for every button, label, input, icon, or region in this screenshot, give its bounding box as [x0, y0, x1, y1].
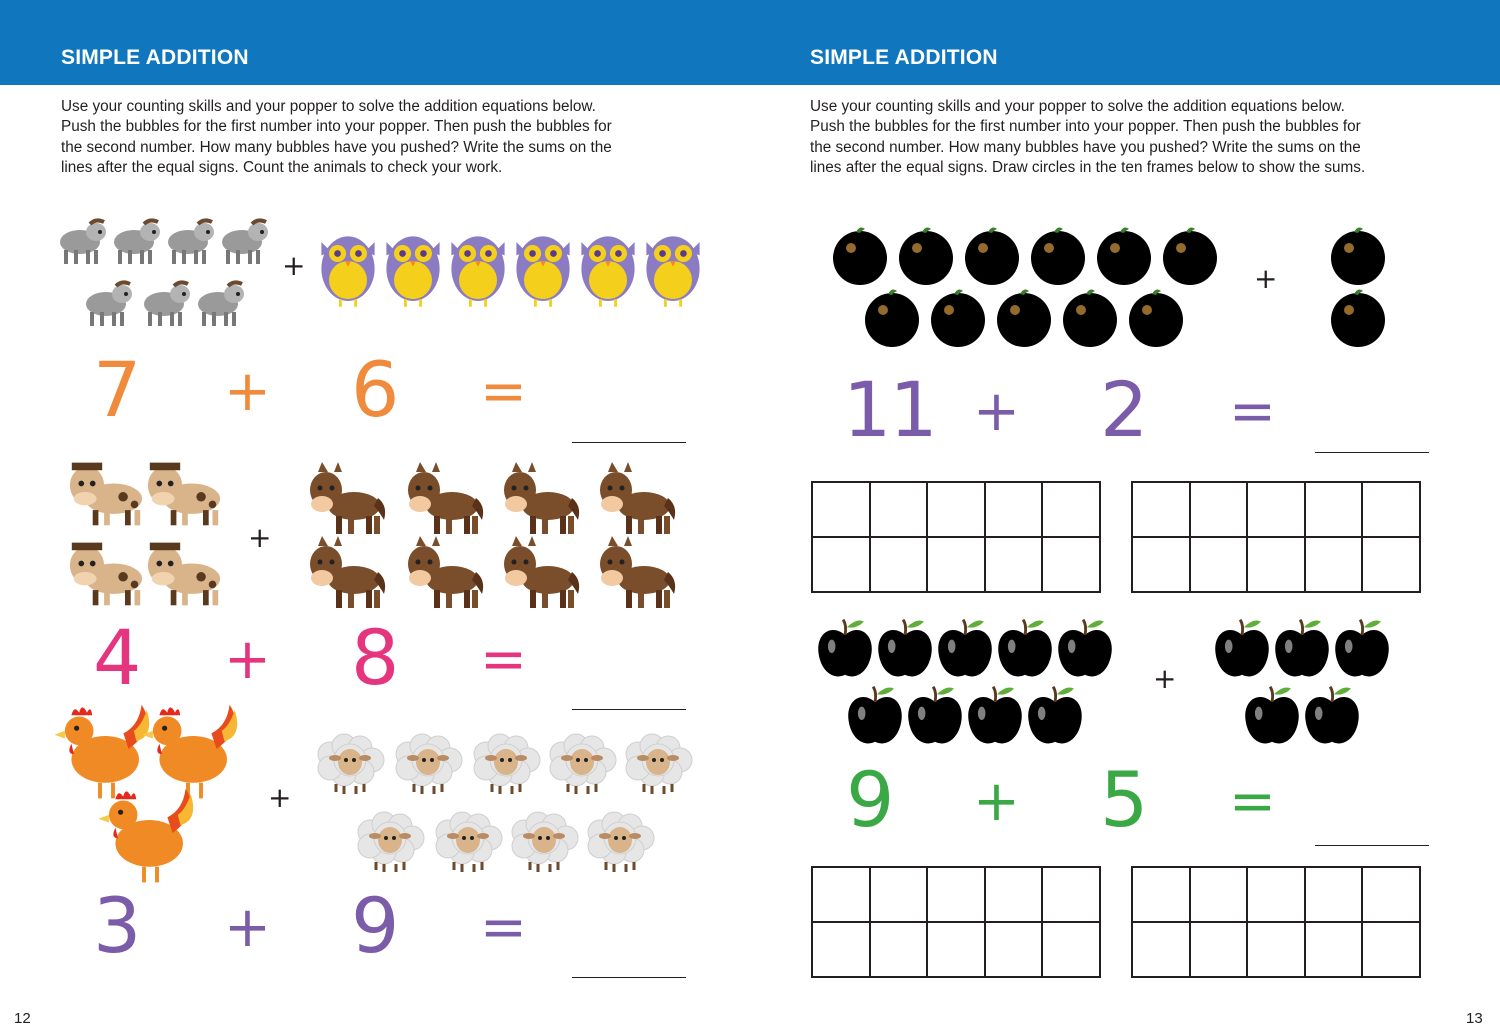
- addend-b: 6: [351, 345, 400, 434]
- plus-sign: +: [268, 781, 292, 814]
- addend-a: 11: [843, 365, 936, 454]
- orange-group: [1328, 228, 1390, 350]
- horse-group: [292, 460, 692, 615]
- plus-sign: +: [1153, 662, 1177, 695]
- horse: [310, 462, 385, 534]
- header-banner: [0, 0, 1500, 85]
- cow: [70, 543, 142, 606]
- horse: [600, 462, 675, 534]
- goat: [168, 220, 214, 264]
- sheep: [588, 812, 654, 872]
- horse: [504, 462, 579, 534]
- goat: [86, 282, 132, 326]
- horse: [408, 536, 483, 608]
- owl: [386, 236, 439, 306]
- goat: [60, 220, 106, 264]
- plus-sign: +: [1254, 262, 1278, 295]
- answer-line[interactable]: [1315, 845, 1429, 846]
- sheep: [436, 812, 502, 872]
- addend-b: 8: [351, 613, 400, 702]
- sheep: [512, 812, 578, 872]
- apple: [1245, 687, 1299, 744]
- sheep: [318, 734, 384, 794]
- apple: [1335, 620, 1389, 677]
- sheep: [550, 734, 616, 794]
- addend-b: 2: [1100, 365, 1149, 454]
- apple: [848, 687, 902, 744]
- apple-group: [1212, 622, 1392, 747]
- plus-operator: +: [973, 379, 1020, 444]
- sheep: [358, 812, 424, 872]
- orange: [965, 228, 1019, 285]
- plus-sign: +: [248, 521, 272, 554]
- answer-line[interactable]: [572, 709, 686, 710]
- apple: [968, 687, 1022, 744]
- orange: [1331, 290, 1385, 347]
- apple: [1275, 620, 1329, 677]
- equals-sign: =: [480, 359, 527, 424]
- addend-b: 9: [351, 881, 400, 970]
- rooster: [55, 705, 150, 799]
- goat-group: [58, 212, 278, 337]
- apple: [878, 620, 932, 677]
- goat: [222, 220, 268, 264]
- goat: [114, 220, 160, 264]
- ten-frame[interactable]: [1131, 481, 1421, 593]
- equals-sign: =: [480, 627, 527, 692]
- apple: [1058, 620, 1112, 677]
- owl: [581, 236, 634, 306]
- owl: [516, 236, 569, 306]
- orange: [1331, 228, 1385, 285]
- sheep: [626, 734, 692, 794]
- plus-operator: +: [224, 627, 271, 692]
- left-instructions: Use your counting skills and your popper to solve the addition equations below. Push the bubbles for the first number into your popper. Then push the bubbles for the second number. How many bubbles have you pushed? Write the sums on the lines after the equal signs. Count the animals to check your work.: [61, 98, 612, 176]
- addend-a: 9: [846, 755, 895, 844]
- left-page-title: SIMPLE ADDITION: [61, 46, 249, 69]
- right-page-title: SIMPLE ADDITION: [810, 46, 998, 69]
- orange-group: [830, 228, 1220, 350]
- plus-operator: +: [973, 769, 1020, 834]
- rooster: [143, 705, 238, 799]
- plus-operator: +: [224, 895, 271, 960]
- ten-frame[interactable]: [811, 866, 1101, 978]
- orange: [1063, 290, 1117, 347]
- ten-frame[interactable]: [1131, 866, 1421, 978]
- orange: [1097, 228, 1151, 285]
- answer-line[interactable]: [572, 977, 686, 978]
- owl-group: [312, 225, 712, 310]
- apple: [908, 687, 962, 744]
- rooster: [99, 789, 194, 883]
- rooster-group: [58, 705, 243, 880]
- goat: [198, 282, 244, 326]
- apple: [938, 620, 992, 677]
- orange: [1031, 228, 1085, 285]
- equals-sign: =: [1229, 379, 1276, 444]
- cow: [148, 463, 220, 526]
- apple: [1305, 687, 1359, 744]
- orange: [931, 290, 985, 347]
- addend-a: 7: [93, 345, 142, 434]
- goat: [144, 282, 190, 326]
- orange: [997, 290, 1051, 347]
- cow: [70, 463, 142, 526]
- orange: [865, 290, 919, 347]
- sheep-group: [318, 722, 703, 882]
- sheep: [396, 734, 462, 794]
- orange: [833, 228, 887, 285]
- cow: [148, 543, 220, 606]
- horse: [504, 536, 579, 608]
- orange: [1129, 290, 1183, 347]
- orange: [899, 228, 953, 285]
- addend-b: 5: [1100, 755, 1149, 844]
- apple: [818, 620, 872, 677]
- horse: [600, 536, 675, 608]
- owl: [646, 236, 699, 306]
- plus-operator: +: [224, 359, 271, 424]
- ten-frame[interactable]: [811, 481, 1101, 593]
- orange: [1163, 228, 1217, 285]
- owl: [321, 236, 374, 306]
- addend-a: 4: [93, 613, 142, 702]
- horse: [310, 536, 385, 608]
- plus-sign: +: [282, 249, 306, 282]
- left-page-number: 12: [14, 1010, 31, 1027]
- right-page-number: 13: [1466, 1010, 1483, 1027]
- equals-sign: =: [480, 895, 527, 960]
- sheep: [474, 734, 540, 794]
- apple: [1028, 687, 1082, 744]
- answer-line[interactable]: [572, 442, 686, 443]
- owl: [451, 236, 504, 306]
- cow-group: [66, 455, 241, 615]
- equals-sign: =: [1229, 769, 1276, 834]
- apple: [998, 620, 1052, 677]
- apple: [1215, 620, 1269, 677]
- addend-a: 3: [93, 881, 142, 970]
- answer-line[interactable]: [1315, 452, 1429, 453]
- apple-group: [815, 622, 1115, 747]
- right-instructions: Use your counting skills and your popper to solve the addition equations below. Push the bubbles for the first number into your popper. Then push the bubbles for the second number. How many bubbles have you pushed? Write the sums on the lines after the equal signs. Draw circles in the ten frames below to show the sums.: [810, 98, 1366, 176]
- horse: [408, 462, 483, 534]
